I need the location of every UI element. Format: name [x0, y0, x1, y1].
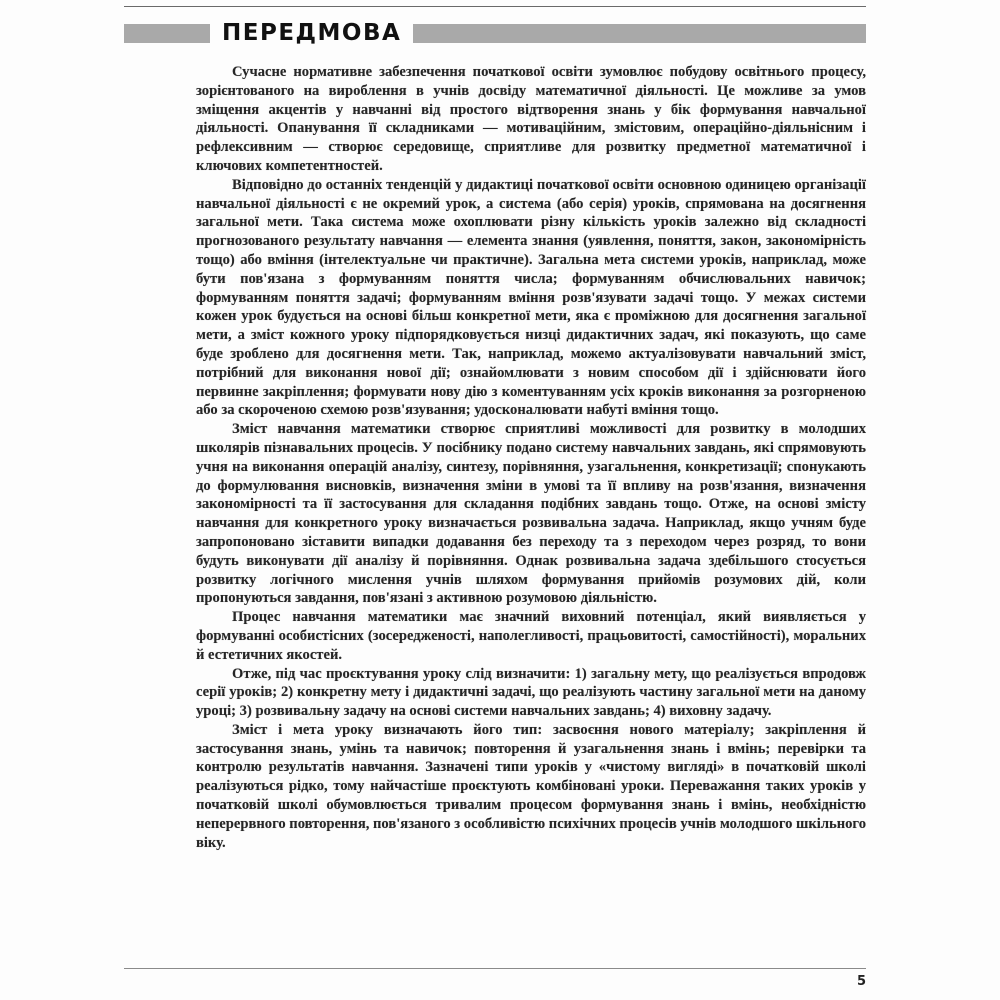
paragraph-1: Сучасне нормативне забезпечення початкової освіти зумовлює побудову освітнього процесу, зорієнтованого на вироблення в учнів досвіду математичної діяльності. Це можливе за умов зміщення акцентів у навчанні від простого відтворення знань у бік формування навчальної діяльності. Опанування її складниками — мотиваційним, змістовим, операційно-діяльнісним і рефлексивним — створює середовище, сприятливе для розвитку предметної математичної і ключових компетентностей. — [196, 64, 866, 174]
top-rule — [124, 6, 866, 7]
page-number: 5 — [856, 974, 866, 989]
bottom-rule — [124, 968, 866, 969]
page-title: ПЕРЕДМОВА — [210, 17, 413, 49]
paragraph-2: Відповідно до останніх тенденцій у дидактиці початкової освіти основною одиницею організації навчальної діяльності є не окремий урок, а система (або серія) уроків, спрямована на досягнення загальної мети. Така система може охоплювати різну кількість уроків залежно від складності прогнозованого результату навчання — елемента знання (уявлення, поняття, закон, закономірність тощо) або вміння (інтелектуальне чи практичне). Загальна мета системи уроків, наприклад, може бути пов'язана з формуванням поняття числа; формуванням обчислювальних навичок; формуванням поняття задачі; формуванням вміння розв'язувати задачі тощо. У межах системи кожен урок будується на основі більш конкретної мети, яка є проміжною для досягнення загальної мети, а зміст кожного уроку підпорядковується низці дидактичних задач, які показують, що саме буде зроблено для досягнення мети. Так, наприклад, можемо актуалізовувати навчальний зміст, потрібний для виконання нової дії; ознайомлювати з новим способом дії і здійснювати його первинне закріплення; формувати нову дію з коментуванням усіх кроків виконання за розгорненою або за скороченою схемою розв'язування; удосконалювати набуті вміння тощо. — [196, 176, 866, 419]
paragraph-5: Отже, під час проєктування уроку слід визначити: 1) загальну мету, що реалізується впродовж серії уроків; 2) конкретну мету і дидактичні задачі, що реалізують частину загальної мети на даному уроці; 3) розвивальну задачу на основі системи навчальних завдань; 4) виховну задачу. — [196, 665, 866, 720]
paragraph-3: Зміст навчання математики створює сприятливі можливості для розвитку в молодших школярів пізнавальних процесів. У посібнику подано систему навчальних завдань, які спрямовують учня на виконання операцій аналізу, синтезу, порівняння, узагальнення, конкретизації; спонукають до формулювання висновків, визначення зміни в умові та її впливу на розв'язання, визначення закономірності та її застосування для складання подібних завдань тощо. Отже, на основі змісту навчання для конкретного уроку визначається розвивальна задача. Наприклад, якщо учням буде запропоновано зіставити випадки додавання без переходу та з переходом через розряд, то вони будуть виконувати дії аналізу й порівняння. Однак розвивальна задача здебільшого стосується розвитку логічного мислення учнів шляхом формування прийомів розумових дій, коли пропонуються завдання, пов'язані з активною розумовою діяльністю. — [196, 421, 866, 607]
body-text — [196, 63, 866, 852]
paragraph-4: Процес навчання математики має значний виховний потенціал, який виявляється у формуванні особистісних (зосередженості, наполегливості, працьовитості, самостійності), моральних й естетичних якостей. — [196, 609, 866, 663]
paragraph-6: Зміст і мета уроку визначають його тип: засвоєння нового матеріалу; закріплення й застосування знань, умінь та навичок; повторення й узагальнення знань і вмінь; перевірки та контролю результатів навчання. Зазначені типи уроків у «чистому вигляді» в початковій школі реалізуються рідко, тому найчастіше проєктують комбіновані уроки. Переважання таких уроків у початковій школі обумовлюється тривалим процесом формування знань і вмінь, необхідністю неперервного повторення, пов'язаного з особливістю психічних процесів учнів молодшого шкільного віку. — [196, 721, 866, 851]
